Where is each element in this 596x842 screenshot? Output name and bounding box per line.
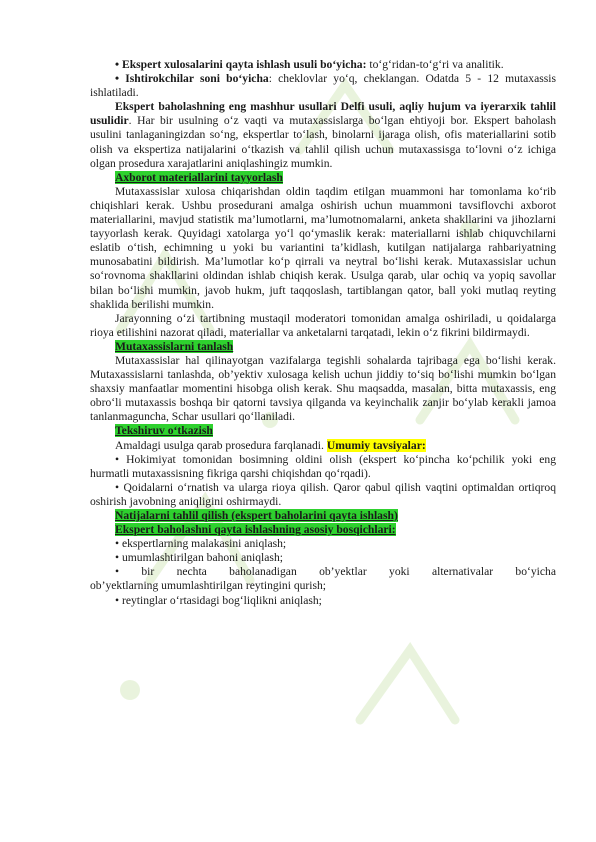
- heading-text: Tekshiruv o‘tkazish: [115, 424, 213, 438]
- heading-text: Natijalarni tahlil qilish (ekspert baholarini qayta ishlash): [115, 509, 398, 522]
- paragraph-inspection: [90, 439, 556, 453]
- bold-lead: • Ishtirokchilar soni bo‘yicha: [115, 72, 269, 86]
- document-page: [90, 58, 556, 608]
- paragraph-bullet-rules: • Qoidalarni o‘rnatish va ularga rioya qilish. Qaror qabul qilish vaqtini optimaldan ortiqroq oshirish javobning aniqligini oshirmaydi.: [90, 480, 556, 508]
- paragraph-bullet-pressure: • Hokimiyat tomonidan bosimning oldini olish (ekspert ko‘pincha ko‘pchilik yoki eng hurmatli mutaxassisning fikriga qarshi chiqishdan qo‘rqadi).: [90, 452, 556, 480]
- section-heading-materials: [90, 171, 556, 185]
- paragraph-text: to‘g‘ridan-to‘g‘ri va analitik.: [366, 58, 504, 71]
- paragraph-experts: Mutaxassislar hal qilinayotgan vazifalarga tegishli sohalarda tajribaga ega bo‘lishi kerak. Mutaxassislarni tanlashda, ob’yektiv xulosaga kelish uchun jiddiy to‘siq bo‘lishi mumkin bo‘lgan shaxsiy manfaatlar momentini hisobga olish kerak. Shu maqsadda, masalan, bitta mutaxassis, eng obro‘li mutaxassis boshqa bir qatorni tavsiya qilganda va keyinchalik zanjir bo‘ylab kerakli jamoa tanlanmaguncha, Schar usullari qo‘llaniladi.: [90, 353, 556, 424]
- paragraph-processing-method: [90, 58, 556, 72]
- list-item-continuation: ob’yektlarning umumlashtirilgan reytingini qurish;: [90, 579, 327, 593]
- heading-text: Axborot materiallarini tayyorlash: [115, 170, 283, 184]
- paragraph-text: : cheklovlar yo‘q, cheklangan. Odatda 5 - 12 mutaxassis ishlatiladi.: [90, 72, 557, 100]
- highlighted-text: Umumiy tavsiyalar:: [326, 438, 426, 452]
- section-heading-stages: [90, 523, 556, 537]
- list-item: • reytinglar o‘rtasidagi bog‘liqlikni aniqlash;: [115, 593, 322, 607]
- paragraph-moderator: Jarayonning o‘zi tartibning mustaqil moderatori tomonidan amalga oshiriladi, u qoidalarga rioya etilishini nazorat qiladi, materiallar va anketalarni tarqatadi, lekin o‘z fikrini bildirmaydi.: [90, 311, 556, 339]
- section-heading-experts: [90, 340, 556, 354]
- list-item: • bir nechta baholanadigan ob’yektlar yoki alternativalar bo‘yicha: [115, 565, 556, 579]
- list-item: • ekspertlarning malakasini aniqlash;: [115, 537, 287, 551]
- bold-lead: • Ekspert xulosalarini qayta ishlash usuli bo‘yicha:: [115, 58, 367, 71]
- heading-text: Ekspert baholashni qayta ishlashning asosiy bosqichlari:: [115, 523, 396, 537]
- heading-text: Mutaxassislarni tanlash: [115, 339, 234, 353]
- section-heading-inspection: [90, 424, 556, 438]
- paragraph-materials: Mutaxassislar xulosa chiqarishdan oldin taqdim etilgan muammoni har tomonlama ko‘rib chiqishlari kerak. Ushbu prosedurani amalga oshirish uchun muammoni tavsiflovchi axborot materiallarini, mavjud statistik ma’lumotlarni, ma’lumotnomalarni, anketa shakllarini va jihozlarni tayyorlash kerak. Quyidagi xatolarga yo‘l qo‘ymaslik kerak: materiallarni ishlab chiquvchilarni eslatib o‘tish, echimning u yoki bu variantini ta’kidlash, kutilgan natijalarga rahbariyatning munosabatini bildirish. Ma’lumotlar ko‘p qirrali va neytral bo‘lishi kerak. Mutaxassislar uchun so‘rovnoma shakllarini oldindan ishlab chiqish kerak. Usulga qarab, ular ochiq va yopiq savollar bilan bo‘lishi mumkin, javob hukm, juft taqqoslash, tartiblangan qator, ball yoki mutlaq reyting shaklida berilishi mumkin.: [90, 184, 556, 311]
- paragraph-text: . Har bir usulning o‘z vaqti va mutaxassislarga bo‘lgan ehtiyoji bor. Ekspert baholash usulini tanlaganingizdan so‘ng, ekspertlar to‘lash, binolarni ijaraga olish, ofis materiallarini sotib olish va ekspertiza natijalarini o‘tkazish va tahlil qilish uchun mutaxassisga to‘lovni o‘z ichiga olgan prosedura xarajatlarini aniqlashingiz mumkin.: [90, 114, 556, 170]
- paragraph-text: Amaldagi usulga qarab prosedura farqlanadi.: [115, 438, 327, 452]
- list-item: • umumlashtirilgan bahoni aniqlash;: [115, 551, 283, 565]
- paragraph-participants: [90, 72, 556, 100]
- paragraph-methods: [90, 100, 556, 170]
- section-heading-analysis: [90, 509, 556, 523]
- bold-lead: Ekspert baholashning eng mashhur usullari Delfi usuli, aqliy hujum va iyerarxik tahlil usulidir: [90, 100, 556, 128]
